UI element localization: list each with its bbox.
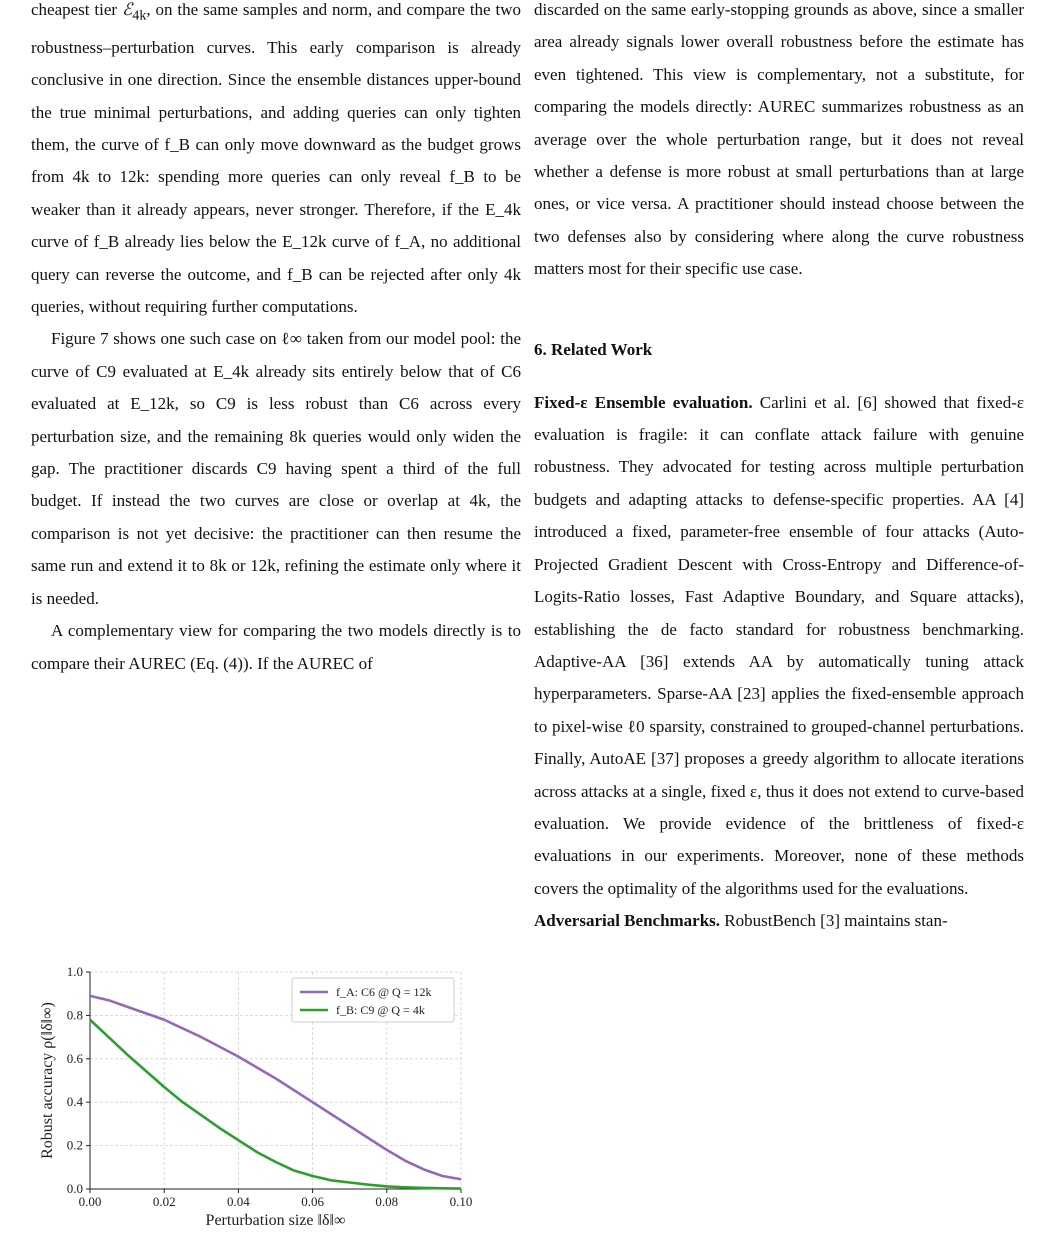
paragraph-body: Carlini et al. [6] showed that fixed-ε evaluation is fragile: it can conflate attack failure with genuine robustness. They advocated for testing across multiple perturbation budgets and adapting attacks to defense-specific properties. AA [4] introduced a fixed, parameter-free ensemble of four attacks (Auto-Projected Gradient Descent with Cross-Entropy and Difference-of-Logits-Ratio losses, Fast Adaptive Boundary, and Square attacks), establishing the de facto standard for robustness benchmarking. Adaptive-AA [36] extends AA by automatically tuning attack hyperparameters. Sparse-AA [23] applies the fixed-ensemble approach to pixel-wise ℓ0 sparsity, constrained to grouped-channel perturbations. Finally, AutoAE [37] proposes a greedy algorithm to allocate iterations across attacks at a single, fixed ε, thus it does not extend to curve-based evaluation. We provide evidence of the brittleness of fixed-ε evaluations in our experiments. Moreover, none of these methods covers the optimality of the algorithms used for the evaluations. [534, 392, 1024, 898]
paragraph-heading: Adversarial Benchmarks. [534, 911, 721, 931]
paragraph-heading: Fixed-ε Ensemble evaluation. [534, 392, 753, 412]
x-tick-label: 0.06 [301, 1194, 324, 1209]
robustness-chart [31, 962, 521, 1228]
x-tick-label: 0.08 [375, 1194, 399, 1209]
x-tick-label: 0.00 [78, 1194, 102, 1209]
left-column [31, 0, 521, 680]
x-axis-label: Perturbation size ‖δ‖∞ [205, 1212, 346, 1228]
x-tick-label: 0.04 [227, 1194, 250, 1209]
legend-label: f_A: C6 @ Q = 12k [336, 985, 432, 999]
y-tick-label: 0.0 [66, 1181, 83, 1196]
subscript: 4k [132, 7, 147, 24]
left-paragraph-2: Figure 7 shows one such case on ℓ∞ taken from our model pool: the curve of C9 evaluated at E_4k already sits entirely below that of C6 evaluated at E_12k, so C9 is less robust than C6 across every perturbation size, and the remaining 8k queries would only widen the gap. The practitioner discards C9 having spent a third of the full budget. If instead the two curves are close or overlap at 4k, the comparison is not yet decisive: the practitioner can then resume the same run and extend it to 8k or 12k, refining the estimate only where it is needed. [31, 329, 521, 608]
x-tick-label: 0.02 [152, 1194, 176, 1209]
right-column [534, 0, 1024, 938]
left-paragraph-1: cheapest tier ℰ$_{4k}$, on the same samples and norm, and compare the two robustness–perturbation curves. This early comparison is already conclusive in one direction. Since the ensemble distances upper-bound the true minimal perturbations, and adding queries can only tighten them, the curve of f_B can only move downward as the budget grows from 4k to 12k: spending more queries can only reveal f_B to be weaker than it already appears, never stronger. Therefore, if the E_4k curve of f_B already lies below the E_12k curve of f_A, no additional query can reverse the outcome, and f_B can be rejected after only 4k queries, without requiring further computations. [31, 0, 521, 317]
related-work-paragraph-2 [534, 905, 1024, 937]
related-work-paragraph-1 [534, 387, 1024, 906]
y-tick-label: 0.6 [66, 1050, 83, 1066]
left-paragraph-3: A complementary view for comparing the two models directly is to compare their AUREC (Eq. (4)). If the AUREC of [31, 621, 521, 673]
legend-label: f_B: C9 @ Q = 4k [336, 1003, 425, 1017]
y-tick-label: 1.0 [66, 964, 83, 979]
section-title: 6. Related Work [534, 339, 653, 359]
y-axis-label: Robust accuracy ρ(‖δ‖∞) [39, 1002, 56, 1159]
figure-7 [31, 962, 521, 1228]
text: cheapest tier [31, 0, 122, 19]
paragraph-body: RobustBench [3] maintains stan- [720, 911, 948, 931]
x-tick-label: 0.10 [449, 1194, 473, 1209]
y-tick-label: 0.2 [66, 1137, 83, 1153]
right-paragraph-1: discarded on the same early-stopping grounds as above, since a smaller area already signals lower overall robustness before the estimate has even tightened. This view is complementary, not a substitute, for comparing the models directly: AUREC summarizes robustness as an average over the whole perturbation range, but it does not reveal whether a defense is more robust at small perturbations than at large ones, or vice versa. A practitioner should instead choose between the two defenses also by considering where along the curve robustness matters most for their specific use case. [534, 0, 1024, 279]
series-line-c9 [90, 1020, 461, 1189]
text: , on the same samples and norm, and compare the two robustness–perturbation curves. This early comparison is already conclusive in one direction. Since the ensemble distances upper-bound the true minimal perturbations, and adding queries can only tighten them, the curve of f_B can only move downward as the budget grows from 4k to 12k: spending more queries can only reveal f_B to be weaker than it already appears, never stronger. Therefore, if the E_4k curve of f_B already lies below the E_12k curve of f_A, no additional query can reverse the outcome, and f_B can be rejected after only 4k queries, without requiring further computations. [31, 0, 521, 317]
series-line-c6 [90, 996, 461, 1179]
y-tick-label: 0.4 [66, 1094, 83, 1110]
y-tick-label: 0.8 [66, 1007, 83, 1023]
